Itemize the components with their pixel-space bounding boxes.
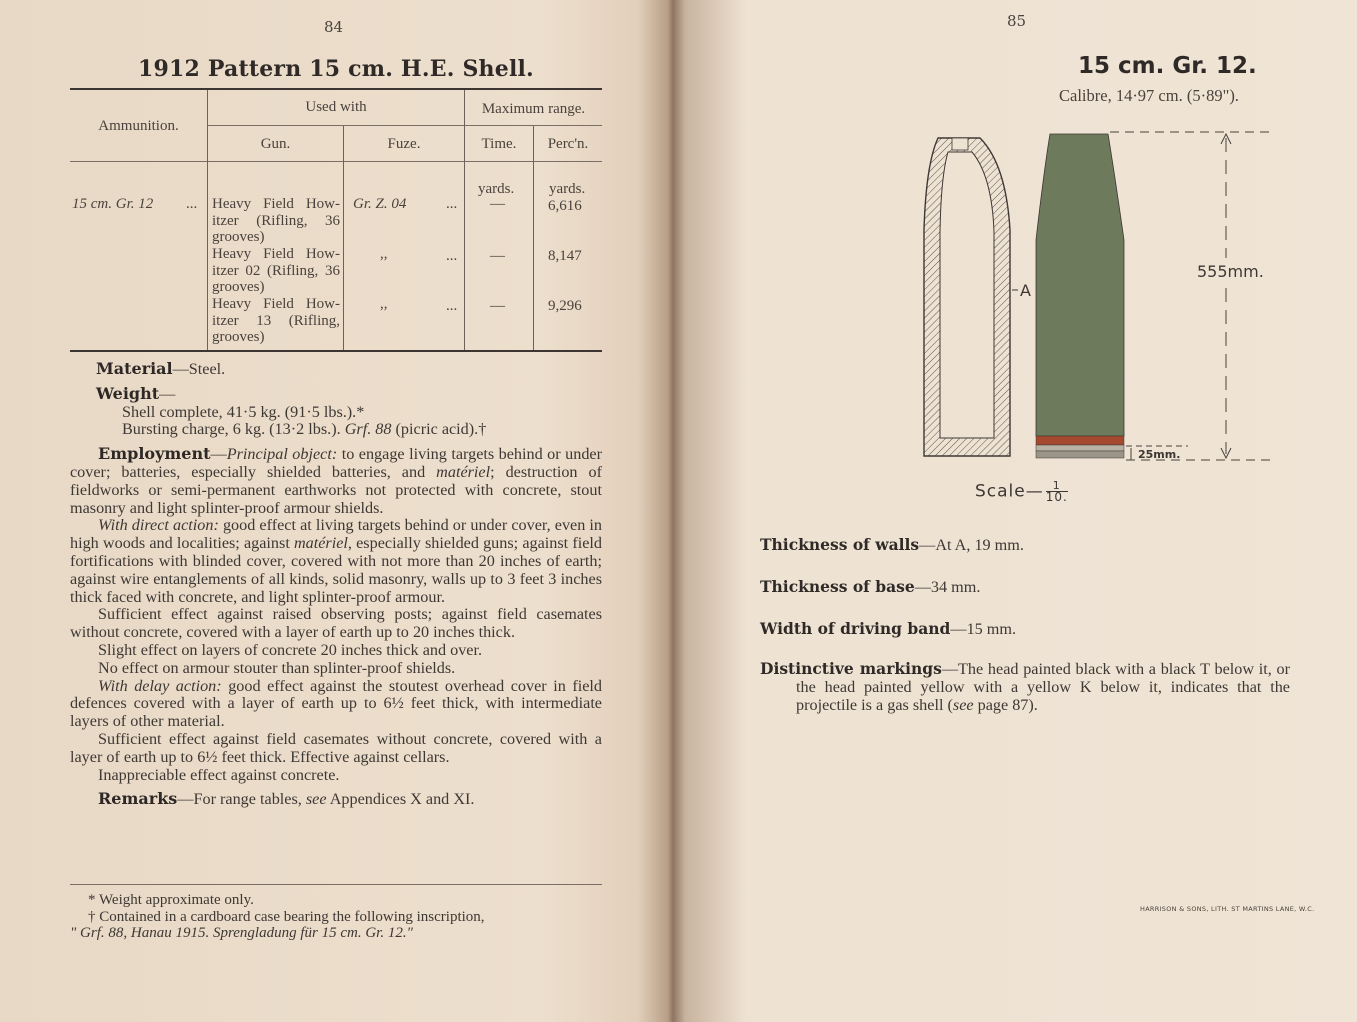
sufficient-effect-2: Sufficient effect against field casemates without concrete, covered with a layer of earth up to 6½ feet thick. Effective against cellars.: [70, 729, 602, 766]
header-used-with: Used with: [305, 99, 367, 115]
dimension-lines: [1110, 132, 1270, 460]
sufficient-effect-1: Sufficient effect against raised observing posts; against field casemates without concrete, covered with a layer of earth up to 20 inches thick.: [70, 605, 602, 642]
header-gun: Gun.: [260, 136, 291, 152]
driving-band-line: Width of driving band—15 mm.: [760, 619, 1017, 638]
left-page: [0, 0, 660, 1022]
table-row-3-dots: ...: [446, 298, 458, 314]
table-row-1-perc: 6,616: [548, 198, 582, 214]
range-table: [70, 88, 602, 352]
header-max-range: Maximum range.: [481, 101, 586, 117]
table-row-2-fuze: ,,: [380, 246, 388, 262]
markings-paragraph: Distinctive markings—The head painted black with a black T below it, or the head painted yellow with a yellow K below it, indicates that the projectile is a gas shell (see page 87).: [760, 659, 1290, 714]
footnotes: [70, 892, 602, 942]
weight-shell: Shell complete, 41·5 kg. (91·5 lbs.).*: [122, 402, 365, 421]
scale-fraction: $\frac{1}{10.}$: [1045, 479, 1068, 504]
printer-imprint: HARRISON & SONS, LITH. ST MARTINS LANE, W.C.: [1140, 905, 1315, 913]
material-line: Material—Steel.: [96, 359, 226, 378]
walls-line: Thickness of walls—At A, 19 mm.: [760, 535, 1024, 554]
table-row-2-time: —: [490, 248, 505, 264]
weight-line: Weight—: [96, 383, 176, 403]
footnote-rule: [70, 884, 602, 885]
table-row-3-time: —: [490, 298, 505, 314]
table-row-1-time: —: [490, 196, 505, 212]
table-row-1-gun: Heavy Field How-itzer (Rifling, 36 grooves): [212, 196, 340, 245]
table-row-2-perc: 8,147: [548, 248, 582, 264]
weight-bursting: Bursting charge, 6 kg. (13·2 lbs.). Grf. 88 (picric acid).†: [122, 420, 487, 439]
right-page: [675, 0, 1357, 1022]
table-row-1-dots: ...: [446, 196, 458, 212]
page-title-right: 15 cm. Gr. 12.: [1078, 53, 1257, 79]
label-a: A: [1020, 281, 1031, 300]
table-row-3-gun: Heavy Field How-itzer 13 (Rifling, grooves): [212, 296, 340, 345]
remarks-line: Remarks—For range tables, see Appendices X and XI.: [98, 789, 475, 809]
table-row-1-fuze: Gr. Z. 04: [353, 196, 407, 212]
header-ammunition: Ammunition.: [98, 118, 179, 134]
scale-label: Scale— $\frac{1}{10.}$: [975, 479, 1068, 504]
header-percn: Perc'n.: [547, 136, 589, 152]
shell-exterior-view: [1036, 134, 1124, 458]
table-row-2-dots: ...: [446, 248, 458, 264]
no-effect: No effect on armour stouter than splinter-proof shields.: [98, 658, 456, 677]
footnote-3: " Grf. 88, Hanau 1915. Sprengladung für 15 cm. Gr. 12.": [70, 925, 413, 942]
shell-diagram: [910, 120, 1280, 470]
base-line: Thickness of base—34 mm.: [760, 577, 981, 596]
weight-label: Weight: [96, 383, 160, 403]
left-body-text: [70, 360, 602, 809]
band-width-label: 25mm.: [1138, 448, 1181, 461]
material-label: Material: [96, 359, 173, 378]
ammunition-cell: 15 cm. Gr. 12: [72, 196, 154, 212]
header-time: Time.: [481, 136, 517, 152]
page-title-left: 1912 Pattern 15 cm. H.E. Shell.: [138, 56, 534, 82]
slight-effect: Slight effect on layers of concrete 20 inches thick and over.: [98, 640, 483, 659]
page-number-left: 84: [324, 18, 344, 36]
employment-paragraph: Employment—Principal object: to engage living targets behind or under cover; batteries, especially shielded batteries, and matériel; destruction of fieldworks or semi-permanent earthworks not protected with concrete, stout masonry and light splinter-proof armour shields.: [70, 444, 602, 517]
table-row-3-fuze: ,,: [380, 296, 388, 312]
perc-unit: yards.: [549, 181, 586, 197]
footnote-1: * Weight approximate only.: [88, 892, 254, 908]
delay-action-paragraph: With delay action: good effect against the stoutest overhead cover in field defences covered with a layer of earth up to 6½ feet thick, with intermediate layers of other material.: [70, 676, 602, 731]
calibre-line: Calibre, 14·97 cm. (5·89").: [1059, 86, 1239, 105]
remarks-label: Remarks: [98, 789, 178, 809]
shell-section-view: [924, 138, 1010, 456]
time-unit: yards.: [478, 181, 515, 197]
length-label: 555mm.: [1197, 262, 1264, 281]
table-row-3-perc: 9,296: [548, 298, 582, 314]
inappreciable-effect: Inappreciable effect against concrete.: [98, 765, 340, 784]
page-number-right: 85: [1007, 12, 1027, 30]
direct-action-paragraph: With direct action: good effect at living targets behind or under cover, even in high woods and localities; against matériel, especially shielded guns; against field fortifications with blinded cover, covered with not more than 20 inches of earth; against wire entanglements of all kinds, solid masonry, walls up to 3 feet 3 inches thick faced with concrete, and light splinter-proof armour.: [70, 516, 602, 606]
employment-label: Employment: [98, 444, 211, 464]
table-row-2-gun: Heavy Field How-itzer 02 (Rifling, 36 grooves): [212, 246, 340, 295]
right-body-text: [760, 536, 1290, 714]
header-fuze: Fuze.: [387, 136, 421, 152]
footnote-2: † Contained in a cardboard case bearing the following inscription,: [88, 908, 485, 925]
ammunition-dots: ...: [186, 196, 198, 212]
